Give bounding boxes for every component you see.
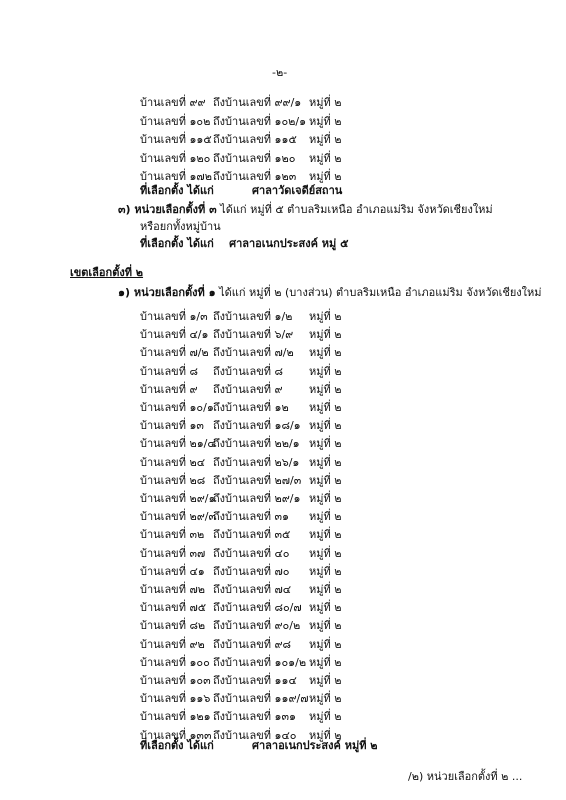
zone1-location-label: ที่เลือกตั้ง ได้แก่ — [140, 184, 214, 197]
address-from: บ้านเลขที่ ๑๐/๑ — [140, 401, 214, 414]
address-to: ถึงบ้านเลขที่ ๙๐/๒ — [213, 619, 301, 633]
address-to: ถึงบ้านเลขที่ ๓๕ — [213, 528, 291, 542]
zone2-location: ศาลาอเนกประสงค์ หมู่ที่ ๒ — [252, 739, 378, 752]
village-moo: หมู่ที่ ๒ — [309, 728, 342, 742]
address-from: บ้านเลขที่ ๒๘ — [140, 473, 206, 487]
address-to: ถึงบ้านเลขที่ ๖/๙ — [213, 328, 294, 342]
village-moo: หมู่ที่ ๒ — [309, 619, 342, 633]
village-moo: หมู่ที่ ๒ — [309, 328, 342, 342]
address-to: ถึงบ้านเลขที่ ๑๓๑ — [213, 710, 296, 724]
address-to: ถึงบ้านเลขที่ ๑๘/๑ — [213, 419, 301, 433]
village-moo: หมู่ที่ ๒ — [309, 528, 342, 542]
village-moo: หมู่ที่ ๒ — [309, 151, 342, 165]
address-from: บ้านเลขที่ ๘๒ — [140, 619, 206, 633]
address-to: ถึงบ้านเลขที่ ๒๗/๓ — [213, 473, 302, 487]
zone2-title: เขตเลือกตั้งที่ ๒ — [70, 266, 144, 279]
village-moo: หมู่ที่ ๒ — [309, 674, 342, 687]
address-to: ถึงบ้านเลขที่ ๘๐/๗ — [213, 601, 302, 615]
address-to: ถึงบ้านเลขที่ ๗/๒ — [213, 346, 294, 360]
village-moo: หมู่ที่ ๒ — [309, 583, 342, 596]
address-from: บ้านเลขที่ ๑๗๒ — [140, 170, 212, 183]
page-number: -๒- — [272, 66, 288, 79]
zone2-location-label: ที่เลือกตั้ง ได้แก่ — [140, 739, 214, 752]
address-to: ถึงบ้านเลขที่ ๗๔ — [213, 583, 292, 596]
address-to: ถึงบ้านเลขที่ ๑๒๐ — [213, 151, 296, 165]
address-to: ถึงบ้านเลขที่ ๒๒/๑ — [213, 437, 300, 451]
village-moo: หมู่ที่ ๒ — [309, 601, 342, 615]
village-moo: หมู่ที่ ๒ — [309, 564, 342, 578]
unit3-location: ที่เลือกตั้ง ได้แก่ ศาลาอเนกประสงค์ หมู่ ๕ — [140, 237, 349, 250]
address-from: บ้านเลขที่ ๔/๑ — [140, 328, 209, 342]
address-from: บ้านเลขที่ ๑๓ — [140, 419, 204, 433]
address-to: ถึงบ้านเลขที่ ๑๔๐ — [213, 728, 297, 742]
village-moo: หมู่ที่ ๒ — [309, 419, 342, 433]
village-moo: หมู่ที่ ๒ — [309, 96, 342, 109]
address-from: บ้านเลขที่ ๑๑๖ — [140, 692, 211, 706]
address-from: บ้านเลขที่ ๑๐๓ — [140, 674, 211, 687]
address-from: บ้านเลขที่ ๑๓๓ — [140, 728, 212, 742]
address-to: ถึงบ้านเลขที่ ๑๑๔ — [213, 674, 297, 687]
address-from: บ้านเลขที่ ๓๗ — [140, 546, 206, 560]
village-moo: หมู่ที่ ๒ — [309, 637, 342, 651]
address-to: ถึงบ้านเลขที่ ๑๑๙/๗ — [213, 692, 309, 706]
village-moo: หมู่ที่ ๒ — [309, 546, 342, 560]
address-to: ถึงบ้านเลขที่ ๑/๒ — [213, 310, 293, 323]
continuation-text: /๒) หน่วยเลือกตั้งที่ ๒ ... — [408, 770, 523, 783]
address-from: บ้านเลขที่ ๑๐๒ — [140, 114, 211, 128]
address-from: บ้านเลขที่ ๗๕ — [140, 601, 207, 615]
address-to: ถึงบ้านเลขที่ ๙ — [213, 382, 283, 396]
village-moo: หมู่ที่ ๒ — [309, 510, 342, 524]
zone1-location: ศาลาวัดเจดีย์สถาน — [252, 184, 343, 197]
village-moo: หมู่ที่ ๒ — [309, 401, 342, 414]
village-moo: หมู่ที่ ๒ — [309, 710, 342, 724]
address-to: ถึงบ้านเลขที่ ๓๑ — [213, 510, 289, 524]
address-from: บ้านเลขที่ ๑๒๐ — [140, 151, 211, 165]
address-from: บ้านเลขที่ ๒๔ — [140, 455, 206, 469]
village-moo: หมู่ที่ ๒ — [309, 346, 342, 360]
village-moo: หมู่ที่ ๒ — [309, 382, 342, 396]
village-moo: หมู่ที่ ๒ — [309, 655, 342, 669]
address-to: ถึงบ้านเลขที่ ๗๐ — [213, 564, 290, 578]
address-to: ถึงบ้านเลขที่ ๔๐ — [213, 546, 290, 560]
address-from: บ้านเลขที่ ๒๑/๔ — [140, 437, 216, 451]
unit3-prefix: ๓) หน่วยเลือกตั้งที่ ๓ — [118, 203, 217, 216]
unit3-heading — [118, 203, 493, 217]
address-from: บ้านเลขที่ ๓๒ — [140, 528, 205, 542]
address-from: บ้านเลขที่ ๘ — [140, 364, 198, 378]
village-moo: หมู่ที่ ๒ — [309, 492, 342, 505]
address-from: บ้านเลขที่ ๙๙ — [140, 96, 206, 109]
address-to: ถึงบ้านเลขที่ ๑๒ — [213, 401, 289, 414]
village-moo: หมู่ที่ ๒ — [309, 310, 342, 323]
address-to: ถึงบ้านเลขที่ ๒๙/๑ — [213, 492, 301, 505]
address-from: บ้านเลขที่ ๗๒ — [140, 583, 205, 596]
address-to: ถึงบ้านเลขที่ ๑๑๕ — [213, 133, 297, 146]
unit3-description: ได้แก่ หมู่ที่ ๕ ตำบลริมเหนือ อำเภอแม่ริม จังหวัดเชียงใหม่ — [220, 203, 493, 216]
address-to: ถึงบ้านเลขที่ ๑๐๑/๒ — [213, 655, 307, 669]
address-from: บ้านเลขที่ ๔๑ — [140, 564, 205, 578]
address-from: บ้านเลขที่ ๑๒๑ — [140, 710, 211, 724]
village-moo: หมู่ที่ ๒ — [309, 473, 342, 487]
address-from: บ้านเลขที่ ๒๙/๓ — [140, 510, 216, 524]
address-to: ถึงบ้านเลขที่ ๘ — [213, 364, 283, 378]
village-moo: หมู่ที่ ๒ — [309, 455, 342, 469]
village-moo: หมู่ที่ ๒ — [309, 114, 342, 128]
village-moo: หมู่ที่ ๒ — [309, 133, 342, 146]
address-to: ถึงบ้านเลขที่ ๙๘ — [213, 637, 292, 651]
address-from: บ้านเลขที่ ๙๒ — [140, 637, 205, 651]
village-moo: หมู่ที่ ๒ — [309, 692, 342, 706]
unit3-line2: หรือยกทั้งหมู่บ้าน — [140, 220, 221, 233]
unit1-heading — [118, 286, 542, 300]
address-from: บ้านเลขที่ ๑/๓ — [140, 310, 208, 323]
address-from: บ้านเลขที่ ๑๐๐ — [140, 655, 210, 669]
address-to: ถึงบ้านเลขที่ ๑๐๒/๑ — [213, 114, 307, 128]
village-moo: หมู่ที่ ๒ — [309, 170, 342, 183]
address-to: ถึงบ้านเลขที่ ๙๙/๑ — [213, 96, 302, 109]
village-moo: หมู่ที่ ๒ — [309, 437, 342, 451]
address-from: บ้านเลขที่ ๙ — [140, 382, 198, 396]
unit1-description: ได้แก่ หมู่ที่ ๒ (บางส่วน) ตำบลริมเหนือ อำเภอแม่ริม จังหวัดเชียงใหม่ — [219, 286, 542, 299]
village-moo: หมู่ที่ ๒ — [309, 364, 342, 378]
address-from: บ้านเลขที่ ๗/๒ — [140, 346, 209, 360]
unit1-prefix: ๑) หน่วยเลือกตั้งที่ ๑ — [118, 286, 216, 299]
address-to: ถึงบ้านเลขที่ ๒๖/๑ — [213, 455, 300, 469]
address-to: ถึงบ้านเลขที่ ๑๒๓ — [213, 170, 297, 183]
address-from: บ้านเลขที่ ๒๙/๑ — [140, 492, 216, 505]
address-from: บ้านเลขที่ ๑๑๕ — [140, 133, 212, 146]
